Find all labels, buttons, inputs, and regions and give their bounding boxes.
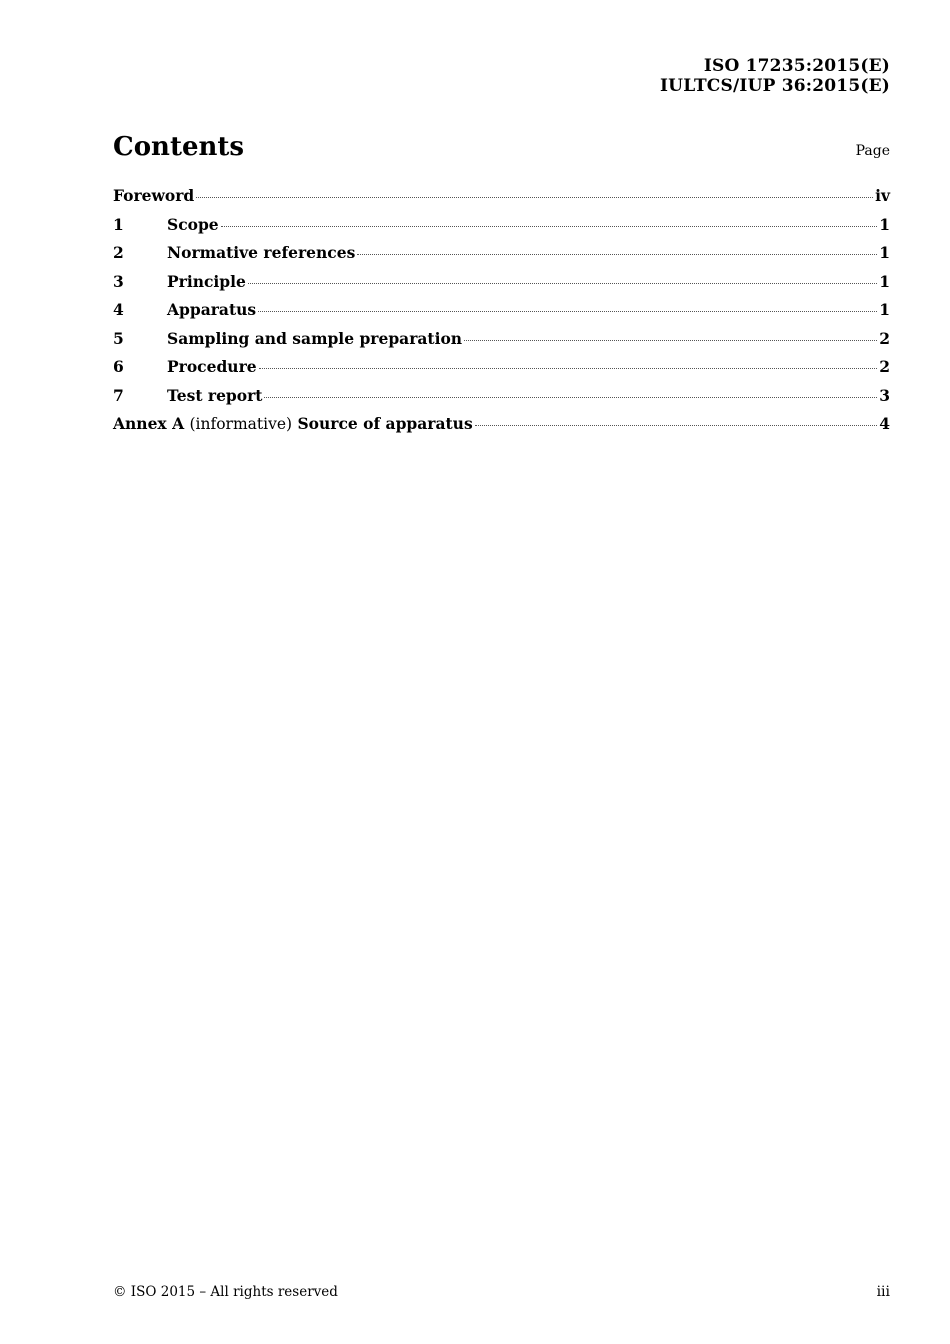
toc-entry-title: Apparatus: [167, 300, 257, 319]
table-of-contents: [113, 184, 890, 441]
dot-leader: [248, 282, 877, 284]
dot-leader: [259, 367, 878, 369]
toc-entry-number: 3: [113, 271, 124, 291]
toc-entry-page: 2: [879, 357, 890, 376]
toc-entry-title: Scope: [167, 214, 219, 234]
toc-entry-title: Normative references: [167, 243, 356, 262]
toc-entry-title: Test report: [167, 385, 263, 405]
toc-entry-page: 3: [879, 385, 890, 405]
toc-entry-principle[interactable]: [113, 270, 890, 299]
toc-entry-page: 1: [879, 271, 890, 291]
toc-entry-number: 6: [113, 357, 124, 376]
dot-leader: [258, 310, 877, 312]
toc-entry-annex-a[interactable]: [113, 412, 890, 441]
dot-leader: [196, 196, 873, 198]
annex-type: (informative): [189, 415, 293, 433]
copyright-notice: © ISO 2015 – All rights reserved: [113, 1284, 338, 1300]
dot-leader: [221, 225, 878, 227]
toc-entry-page: iv: [875, 186, 890, 205]
toc-entry-title: Procedure: [167, 357, 257, 376]
dot-leader: [464, 339, 877, 341]
toc-entry-number: 7: [113, 385, 124, 405]
toc-entry-test-report[interactable]: [113, 384, 890, 413]
toc-entry-number: 2: [113, 243, 124, 262]
document-reference: [660, 56, 890, 96]
contents-header: [113, 130, 890, 164]
toc-entry-page: 1: [879, 214, 890, 234]
dot-leader: [264, 396, 877, 398]
contents-title: Contents: [113, 132, 245, 162]
toc-annex-title: [113, 412, 473, 436]
doc-id-iultcs: IULTCS/IUP 36:2015(E): [660, 76, 890, 96]
toc-entry-apparatus[interactable]: [113, 298, 890, 327]
toc-entry-number: 5: [113, 328, 124, 348]
page-column-label: Page: [855, 143, 890, 159]
dot-leader: [475, 424, 878, 426]
toc-entry-normative-references[interactable]: [113, 241, 890, 270]
dot-leader: [357, 253, 877, 255]
toc-entry-foreword[interactable]: [113, 184, 890, 213]
toc-entry-page: 1: [879, 300, 890, 319]
toc-entry-title: Foreword: [113, 186, 195, 205]
toc-entry-title: Sampling and sample preparation: [167, 328, 463, 348]
footer-page-number: iii: [876, 1284, 890, 1300]
toc-entry-scope[interactable]: [113, 213, 890, 242]
toc-entry-number: 1: [113, 214, 124, 234]
toc-entry-page: 2: [879, 328, 890, 348]
page-footer: [113, 1284, 890, 1304]
annex-title: Source of apparatus: [297, 414, 473, 433]
toc-entry-sampling[interactable]: [113, 327, 890, 356]
annex-label: Annex A: [113, 414, 185, 433]
toc-entry-procedure[interactable]: [113, 355, 890, 384]
doc-id-iso: ISO 17235:2015(E): [703, 56, 890, 76]
toc-entry-number: 4: [113, 300, 124, 319]
toc-entry-page: 1: [879, 243, 890, 262]
toc-entry-title: Principle: [167, 271, 246, 291]
toc-entry-page: 4: [879, 414, 890, 433]
